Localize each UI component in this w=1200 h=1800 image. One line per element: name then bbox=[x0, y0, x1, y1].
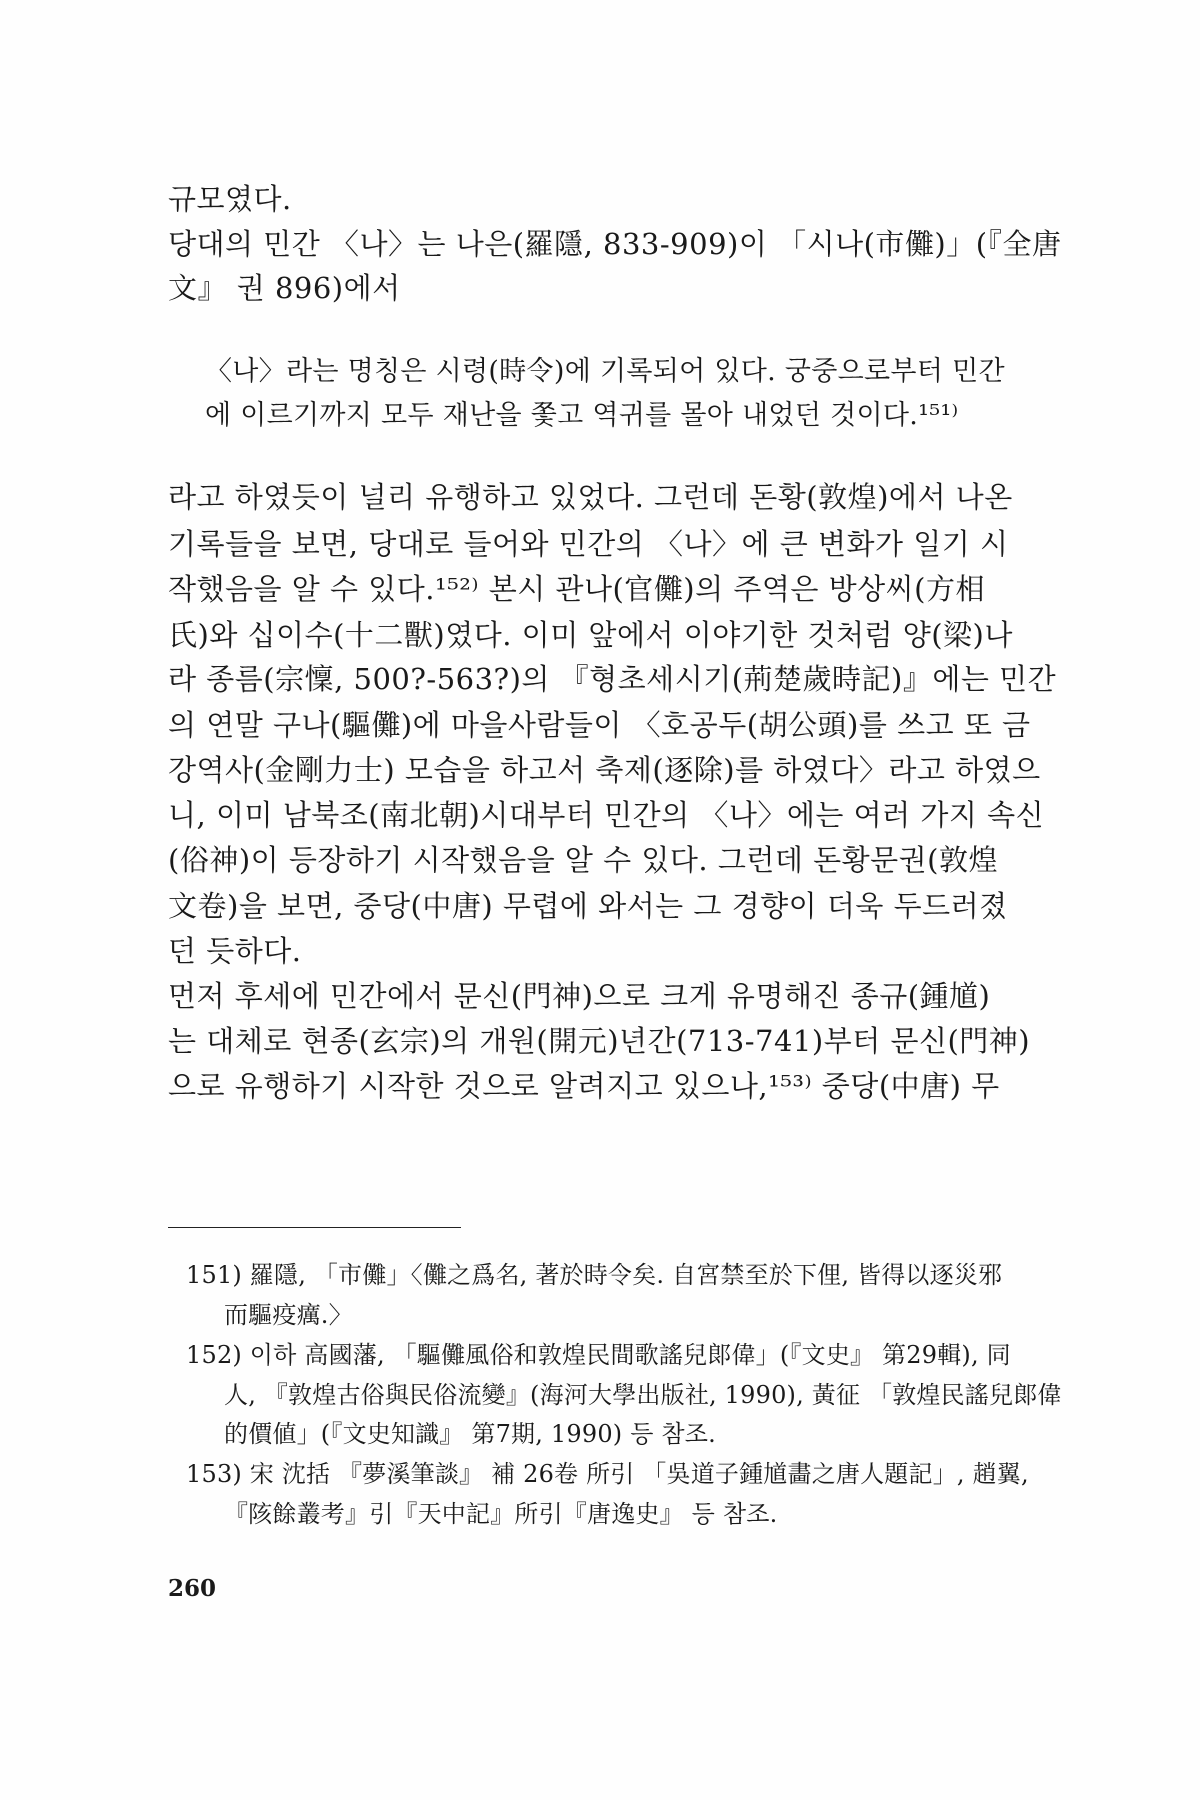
body-line: 작했음을 알 수 있다.¹⁵²⁾ 본시 관나(官儺)의 주역은 방상씨(方相 bbox=[168, 572, 985, 606]
body-line: 으로 유행하기 시작한 것으로 알려지고 있으나,¹⁵³⁾ 중당(中唐) 무 bbox=[168, 1069, 1000, 1103]
footnote-line: 的價値」(『文史知識』 第7期, 1990) 등 참조. bbox=[224, 1420, 716, 1448]
body-line: 먼저 후세에 민간에서 문신(門神)으로 크게 유명해진 종규(鍾馗) bbox=[168, 979, 991, 1013]
body-line: 는 대체로 현종(玄宗)의 개원(開元)년간(713-741)부터 문신(門神) bbox=[168, 1024, 1031, 1058]
body-line: 라 종름(宗懍, 500?-563?)의 『형초세시기(荊楚歲時記)』에는 민간 bbox=[168, 662, 1057, 696]
body-line: 기록들을 보면, 당대로 들어와 민간의 〈나〉에 큰 변화가 일기 시 bbox=[168, 527, 1009, 561]
body-line: (俗神)이 등장하기 시작했음을 알 수 있다. 그런데 돈황문권(敦煌 bbox=[168, 843, 998, 877]
body-line: 의 연말 구나(驅儺)에 마을사람들이 〈호공두(胡公頭)를 쓰고 또 금 bbox=[168, 708, 1031, 742]
body-line: 文卷)을 보면, 중당(中唐) 무렵에 와서는 그 경향이 더욱 두드러졌 bbox=[168, 889, 1008, 923]
body-line: 니, 이미 남북조(南北朝)시대부터 민간의 〈나〉에는 여러 가지 속신 bbox=[168, 798, 1045, 832]
footnote-line: 而驅疫癘.〉 bbox=[224, 1301, 353, 1329]
footnote-line: 153) 宋 沈括 『夢溪筆談』 補 26卷 所引 「吳道子鍾馗畵之唐人題記」, 趙翼, bbox=[186, 1460, 1029, 1488]
body-line: 강역사(金剛力士) 모습을 하고서 축제(逐除)를 하였다〉라고 하였으 bbox=[168, 753, 1041, 787]
footnote-line: 152) 이하 高國藩, 「驅儺風俗和敦煌民間歌謠兒郞偉」(『文史』 第29輯), 同 bbox=[186, 1341, 1011, 1369]
footnote-line: 人, 『敦煌古俗與民俗流變』(海河大學出版社, 1990), 黃征 「敦煌民謠兒郞偉 bbox=[224, 1381, 1062, 1409]
body-line: 당대의 민간 〈나〉는 나은(羅隱, 833-909)이 「시나(市儺)」(『全唐 bbox=[168, 227, 1062, 261]
body-line: 氏)와 십이수(十二獸)였다. 이미 앞에서 이야기한 것처럼 양(梁)나 bbox=[168, 618, 1013, 652]
footnote-line: 『陔餘叢考』引『天中記』所引『唐逸史』 등 참조. bbox=[224, 1500, 778, 1528]
block-quote-line: 에 이르기까지 모두 재난을 쫓고 역귀를 몰아 내었던 것이다.¹⁵¹⁾ bbox=[205, 400, 959, 431]
body-line: 던 듯하다. bbox=[168, 934, 302, 968]
footnote-divider bbox=[168, 1227, 461, 1228]
block-quote-line: 〈나〉라는 명칭은 시령(時令)에 기록되어 있다. 궁중으로부터 민간 bbox=[205, 356, 1005, 387]
page-number: 260 bbox=[168, 1575, 217, 1602]
body-line: 文』 권 896)에서 bbox=[168, 271, 401, 305]
footnote-line: 151) 羅隱, 「市儺」〈儺之爲名, 著於時令矣. 自宮禁至於下俚, 皆得以逐災邪 bbox=[186, 1261, 1003, 1289]
body-line: 규모였다. bbox=[168, 182, 292, 216]
body-line: 라고 하였듯이 널리 유행하고 있었다. 그런데 돈황(敦煌)에서 나온 bbox=[168, 480, 1013, 514]
